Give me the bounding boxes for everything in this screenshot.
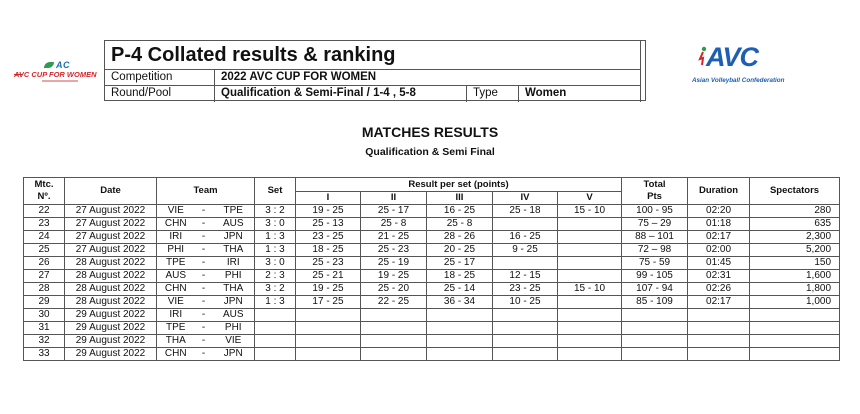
spectators-count: 280	[750, 205, 840, 218]
match-duration: 01:45	[688, 257, 750, 270]
set-5-points	[558, 309, 622, 322]
match-date: 29 August 2022	[65, 335, 157, 348]
avc-confederation-logo	[688, 42, 794, 88]
team-home: VIE	[157, 296, 195, 309]
type-value: Women	[525, 87, 567, 99]
set-score: 2 : 3	[255, 270, 296, 283]
set-1-points: 17 - 25	[296, 296, 361, 309]
set-1-points	[296, 348, 361, 361]
match-duration	[688, 309, 750, 322]
col-header-mtc: Mtc. Nº.	[24, 178, 65, 205]
avc-logo-caption: Asian Volleyball Confederation	[692, 77, 785, 84]
team-separator: -	[195, 348, 213, 361]
col-header-spectators: Spectators	[750, 178, 840, 205]
total-points: 99 - 105	[622, 270, 688, 283]
match-date: 29 August 2022	[65, 322, 157, 335]
round-row	[105, 86, 641, 102]
set-4-points: 23 - 25	[493, 283, 558, 296]
round-label: Round/Pool	[105, 86, 215, 102]
round-value: Qualification & Semi-Final / 1-4 , 5-8	[215, 86, 467, 102]
col-header-set-2: II	[361, 192, 427, 205]
team-away: TPE	[213, 205, 255, 218]
total-points	[622, 335, 688, 348]
set-2-points: 25 - 8	[361, 218, 427, 231]
match-date: 28 August 2022	[65, 270, 157, 283]
match-date: 27 August 2022	[65, 231, 157, 244]
table-row	[24, 348, 840, 361]
match-date: 27 August 2022	[65, 205, 157, 218]
team-home: PHI	[157, 244, 195, 257]
set-score	[255, 335, 296, 348]
team-separator: -	[195, 244, 213, 257]
set-5-points	[558, 257, 622, 270]
match-date: 29 August 2022	[65, 309, 157, 322]
set-5-points: 15 - 10	[558, 205, 622, 218]
set-2-points: 25 - 23	[361, 244, 427, 257]
set-3-points	[427, 335, 493, 348]
match-number: 28	[24, 283, 65, 296]
set-5-points	[558, 231, 622, 244]
team-separator: -	[195, 322, 213, 335]
avc-logo-mark: AVC	[706, 42, 759, 72]
spectators-count	[750, 309, 840, 322]
col-header-set-3: III	[427, 192, 493, 205]
set-4-points: 10 - 25	[493, 296, 558, 309]
total-points	[622, 309, 688, 322]
col-header-duration: Duration	[688, 178, 750, 205]
team-away: JPN	[213, 231, 255, 244]
team-home: TPE	[157, 322, 195, 335]
table-row	[24, 309, 840, 322]
set-3-points	[427, 309, 493, 322]
set-4-points	[493, 322, 558, 335]
match-duration: 01:18	[688, 218, 750, 231]
set-2-points: 25 - 19	[361, 257, 427, 270]
spectators-count: 1,600	[750, 270, 840, 283]
match-duration	[688, 322, 750, 335]
match-duration: 02:20	[688, 205, 750, 218]
type-label: Type	[467, 86, 519, 102]
match-duration: 02:17	[688, 296, 750, 309]
match-date: 28 August 2022	[65, 296, 157, 309]
set-5-points	[558, 218, 622, 231]
table-row	[24, 257, 840, 270]
col-header-set-4: IV	[493, 192, 558, 205]
section-subtitle: Qualification & Semi Final	[365, 146, 495, 158]
set-5-points	[558, 335, 622, 348]
set-2-points	[361, 309, 427, 322]
team-separator: -	[195, 335, 213, 348]
table-row	[24, 205, 840, 218]
team-away: JPN	[213, 296, 255, 309]
competition-value: 2022 AVC CUP FOR WOMEN	[221, 71, 377, 83]
set-score: 1 : 3	[255, 231, 296, 244]
set-4-points	[493, 218, 558, 231]
set-score	[255, 322, 296, 335]
spectators-count: 5,200	[750, 244, 840, 257]
set-1-points	[296, 322, 361, 335]
set-1-points	[296, 309, 361, 322]
set-3-points: 18 - 25	[427, 270, 493, 283]
total-points: 85 - 109	[622, 296, 688, 309]
team-home: TPE	[157, 257, 195, 270]
match-date: 27 August 2022	[65, 244, 157, 257]
team-home: CHN	[157, 348, 195, 361]
set-2-points	[361, 348, 427, 361]
team-away: VIE	[213, 335, 255, 348]
set-3-points: 25 - 14	[427, 283, 493, 296]
table-row	[24, 270, 840, 283]
match-number: 32	[24, 335, 65, 348]
match-date: 29 August 2022	[65, 348, 157, 361]
competition-row	[105, 70, 641, 86]
set-3-points: 28 - 26	[427, 231, 493, 244]
set-1-points: 25 - 21	[296, 270, 361, 283]
team-away: AUS	[213, 309, 255, 322]
set-5-points	[558, 244, 622, 257]
set-2-points: 19 - 25	[361, 270, 427, 283]
spectators-count: 1,800	[750, 283, 840, 296]
match-duration: 02:31	[688, 270, 750, 283]
set-1-points: 19 - 25	[296, 283, 361, 296]
spectators-count: 635	[750, 218, 840, 231]
team-away: PHI	[213, 270, 255, 283]
table-row	[24, 335, 840, 348]
match-date: 27 August 2022	[65, 218, 157, 231]
col-header-date: Date	[65, 178, 157, 205]
col-header-result-per-set: Result per set (points)	[296, 178, 622, 192]
match-duration	[688, 335, 750, 348]
set-2-points	[361, 335, 427, 348]
avc-cup-logo	[14, 60, 104, 86]
spectators-count: 1,000	[750, 296, 840, 309]
set-3-points: 25 - 17	[427, 257, 493, 270]
set-4-points: 12 - 15	[493, 270, 558, 283]
set-1-points	[296, 335, 361, 348]
team-separator: -	[195, 218, 213, 231]
match-number: 31	[24, 322, 65, 335]
team-home: AUS	[157, 270, 195, 283]
spectators-count	[750, 348, 840, 361]
set-1-points: 19 - 25	[296, 205, 361, 218]
total-points: 100 - 95	[622, 205, 688, 218]
table-row	[24, 218, 840, 231]
team-home: THA	[157, 335, 195, 348]
set-3-points	[427, 322, 493, 335]
match-number: 29	[24, 296, 65, 309]
team-separator: -	[195, 283, 213, 296]
spectators-count: 150	[750, 257, 840, 270]
set-4-points	[493, 335, 558, 348]
match-duration	[688, 348, 750, 361]
team-away: THA	[213, 283, 255, 296]
set-4-points	[493, 348, 558, 361]
set-1-points: 25 - 23	[296, 257, 361, 270]
match-number: 23	[24, 218, 65, 231]
table-row	[24, 296, 840, 309]
table-row	[24, 231, 840, 244]
team-away: THA	[213, 244, 255, 257]
col-header-set: Set	[255, 178, 296, 205]
set-score: 3 : 0	[255, 218, 296, 231]
col-header-team: Team	[157, 178, 255, 205]
document-header	[104, 40, 646, 101]
col-header-total-pts: Total Pts	[622, 178, 688, 205]
set-score	[255, 309, 296, 322]
total-points	[622, 348, 688, 361]
team-home: IRI	[157, 309, 195, 322]
match-duration: 02:17	[688, 231, 750, 244]
table-row	[24, 244, 840, 257]
set-5-points	[558, 348, 622, 361]
total-points: 88 – 101	[622, 231, 688, 244]
match-number: 26	[24, 257, 65, 270]
set-4-points	[493, 257, 558, 270]
set-2-points: 22 - 25	[361, 296, 427, 309]
set-2-points: 25 - 20	[361, 283, 427, 296]
set-score: 1 : 3	[255, 296, 296, 309]
set-5-points: 15 - 10	[558, 283, 622, 296]
section-title: MATCHES RESULTS	[361, 124, 499, 140]
avc-cup-logo-text: AVC CUP FOR WOMEN	[14, 70, 97, 79]
match-number: 24	[24, 231, 65, 244]
table-row	[24, 283, 840, 296]
set-5-points	[558, 270, 622, 283]
set-score: 3 : 2	[255, 283, 296, 296]
set-4-points: 9 - 25	[493, 244, 558, 257]
team-away: PHI	[213, 322, 255, 335]
match-duration: 02:00	[688, 244, 750, 257]
total-points: 75 - 59	[622, 257, 688, 270]
spectators-count: 2,300	[750, 231, 840, 244]
match-number: 33	[24, 348, 65, 361]
team-separator: -	[195, 257, 213, 270]
match-number: 22	[24, 205, 65, 218]
col-header-set-1: I	[296, 192, 361, 205]
set-3-points: 16 - 25	[427, 205, 493, 218]
total-points: 75 – 29	[622, 218, 688, 231]
team-separator: -	[195, 205, 213, 218]
set-score: 3 : 0	[255, 257, 296, 270]
total-points: 72 – 98	[622, 244, 688, 257]
set-3-points: 25 - 8	[427, 218, 493, 231]
set-5-points	[558, 296, 622, 309]
match-results-table	[23, 177, 840, 361]
team-home: CHN	[157, 283, 195, 296]
spectators-count	[750, 335, 840, 348]
match-duration: 02:26	[688, 283, 750, 296]
set-5-points	[558, 322, 622, 335]
match-number: 25	[24, 244, 65, 257]
total-points	[622, 322, 688, 335]
team-separator: -	[195, 231, 213, 244]
team-home: IRI	[157, 231, 195, 244]
set-3-points: 36 - 34	[427, 296, 493, 309]
set-4-points: 16 - 25	[493, 231, 558, 244]
set-3-points: 20 - 25	[427, 244, 493, 257]
competition-label: Competition	[105, 70, 215, 85]
avc-cup-logo-mark: AC	[44, 60, 70, 70]
set-2-points: 21 - 25	[361, 231, 427, 244]
team-separator: -	[195, 270, 213, 283]
set-score: 1 : 3	[255, 244, 296, 257]
set-4-points	[493, 309, 558, 322]
set-1-points: 23 - 25	[296, 231, 361, 244]
match-number: 30	[24, 309, 65, 322]
spectators-count	[750, 322, 840, 335]
set-1-points: 18 - 25	[296, 244, 361, 257]
match-number: 27	[24, 270, 65, 283]
set-4-points: 25 - 18	[493, 205, 558, 218]
set-3-points	[427, 348, 493, 361]
team-away: IRI	[213, 257, 255, 270]
team-away: JPN	[213, 348, 255, 361]
match-date: 28 August 2022	[65, 257, 157, 270]
set-1-points: 25 - 13	[296, 218, 361, 231]
set-score: 3 : 2	[255, 205, 296, 218]
team-home: VIE	[157, 205, 195, 218]
table-row	[24, 322, 840, 335]
match-date: 28 August 2022	[65, 283, 157, 296]
team-away: AUS	[213, 218, 255, 231]
set-2-points	[361, 322, 427, 335]
team-home: CHN	[157, 218, 195, 231]
set-score	[255, 348, 296, 361]
team-separator: -	[195, 309, 213, 322]
page-title: P-4 Collated results & ranking	[105, 41, 641, 70]
total-points: 107 - 94	[622, 283, 688, 296]
col-header-set-5: V	[558, 192, 622, 205]
set-2-points: 25 - 17	[361, 205, 427, 218]
team-separator: -	[195, 296, 213, 309]
